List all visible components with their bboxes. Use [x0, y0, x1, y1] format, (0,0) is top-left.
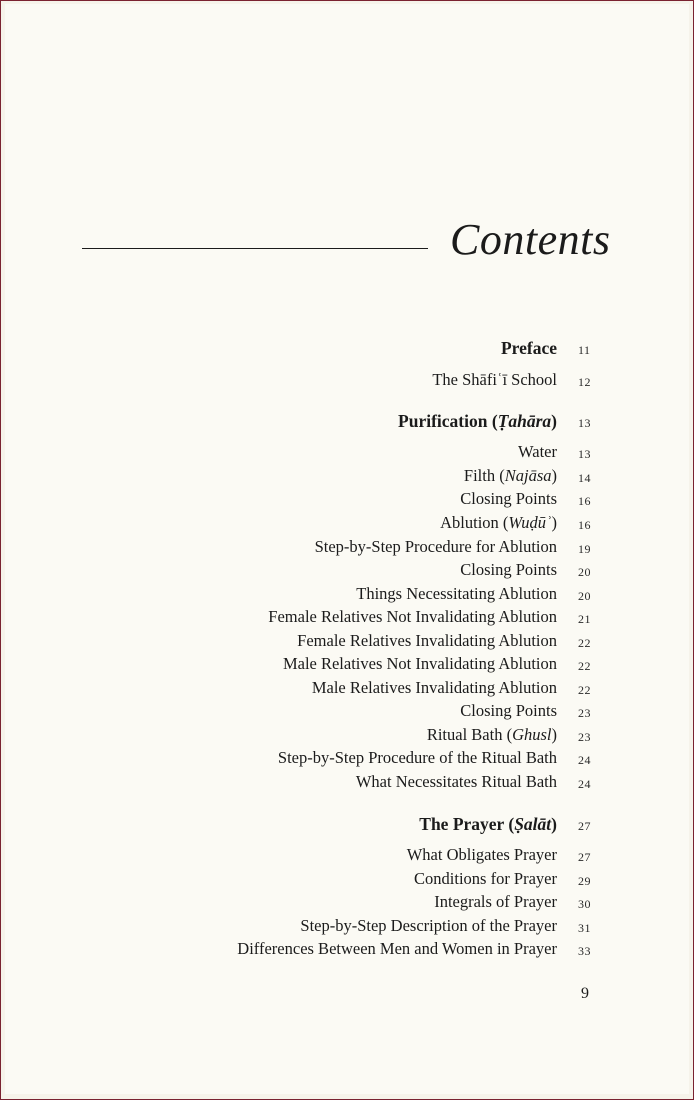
toc-entry-title: Step-by-Step Description of the Prayer	[300, 916, 557, 935]
toc-entry	[0, 676, 694, 700]
toc-page-number: 29	[578, 874, 591, 888]
toc-entry	[0, 746, 694, 770]
toc-entry	[0, 464, 694, 488]
toc-entry	[0, 770, 694, 794]
toc-entry-title: What Obligates Prayer	[406, 845, 557, 864]
title-rule	[82, 248, 428, 249]
toc-entry-title: Closing Points	[460, 489, 557, 508]
toc-entry	[0, 723, 694, 747]
toc-entry-title: Closing Points	[460, 560, 557, 579]
toc-page-number: 23	[578, 730, 591, 744]
toc-entry	[0, 867, 694, 891]
toc-page-number: 14	[578, 471, 591, 485]
toc-entry	[0, 440, 694, 464]
toc-entry-title: Ritual Bath (Ghusl)	[426, 725, 557, 744]
toc-page-number: 20	[578, 589, 591, 603]
toc-entry-title: Differences Between Men and Women in Prayer	[237, 939, 557, 958]
toc-entry-section	[0, 409, 694, 433]
toc-page-number: 24	[578, 777, 591, 791]
toc-entry	[0, 582, 694, 606]
toc-entry-title: Female Relatives Invalidating Ablution	[297, 631, 557, 650]
toc-entry	[0, 511, 694, 535]
toc-page-number: 19	[578, 542, 591, 556]
toc-entry-title: Male Relatives Invalidating Ablution	[311, 678, 557, 697]
toc-page-number: 27	[578, 850, 591, 864]
toc-page-number: 27	[578, 819, 591, 833]
toc-section-title: The Prayer (Ṣalāt)	[419, 814, 557, 834]
toc-entry	[0, 535, 694, 559]
toc-page-number: 16	[578, 518, 591, 532]
toc-page-number: 16	[578, 494, 591, 508]
page-title: Contents	[450, 215, 611, 264]
toc-page-number: 20	[578, 565, 591, 579]
toc-entry-title: Step-by-Step Procedure for Ablution	[314, 537, 557, 556]
toc-entry	[0, 937, 694, 961]
toc-entry-title: Ablution (Wuḍūʾ)	[440, 513, 557, 532]
toc-entry-title: Female Relatives Not Invalidating Ablution	[268, 607, 557, 626]
toc-entry-title: The Shāfiʿī School	[432, 370, 557, 389]
toc-page-number: 11	[578, 343, 591, 357]
toc-entry-title: Closing Points	[460, 701, 557, 720]
toc-page-number: 31	[578, 921, 591, 935]
toc-entry-title: Step-by-Step Procedure of the Ritual Bath	[277, 748, 557, 767]
toc-entry-title: Male Relatives Not Invalidating Ablution	[282, 654, 557, 673]
toc-page-number: 13	[578, 416, 591, 430]
toc-entry	[0, 699, 694, 723]
toc-page-number: 24	[578, 753, 591, 767]
toc-entry-title: Water	[518, 442, 557, 461]
toc-page-number: 12	[578, 375, 591, 389]
toc-entry-title: What Necessitates Ritual Bath	[355, 772, 557, 791]
toc-entry-section	[0, 812, 694, 836]
toc-entry	[0, 629, 694, 653]
toc-page-number: 22	[578, 683, 591, 697]
toc-entry	[0, 890, 694, 914]
toc-page-number: 21	[578, 612, 591, 626]
toc-entry-title: Conditions for Prayer	[414, 869, 557, 888]
toc-entry	[0, 368, 694, 392]
toc-page-number: 13	[578, 447, 591, 461]
toc-entry-title: Things Necessitating Ablution	[356, 584, 557, 603]
toc-entry	[0, 558, 694, 582]
toc-page-number: 23	[578, 706, 591, 720]
toc-entry	[0, 652, 694, 676]
toc-section-title: Preface	[500, 338, 557, 358]
toc-page-number: 22	[578, 659, 591, 673]
toc-entry	[0, 914, 694, 938]
toc-entry	[0, 487, 694, 511]
toc-page-number: 22	[578, 636, 591, 650]
toc-page-number: 30	[578, 897, 591, 911]
toc-entry-title: Filth (Najāsa)	[463, 466, 557, 485]
folio-page-number: 9	[581, 985, 589, 1002]
toc-entry	[0, 843, 694, 867]
toc-entry	[0, 605, 694, 629]
toc-section-title: Purification (Ṭahāra)	[398, 411, 557, 431]
toc-entry-title: Integrals of Prayer	[434, 892, 557, 911]
toc-page-number: 33	[578, 944, 591, 958]
toc-entry-section	[0, 336, 694, 360]
